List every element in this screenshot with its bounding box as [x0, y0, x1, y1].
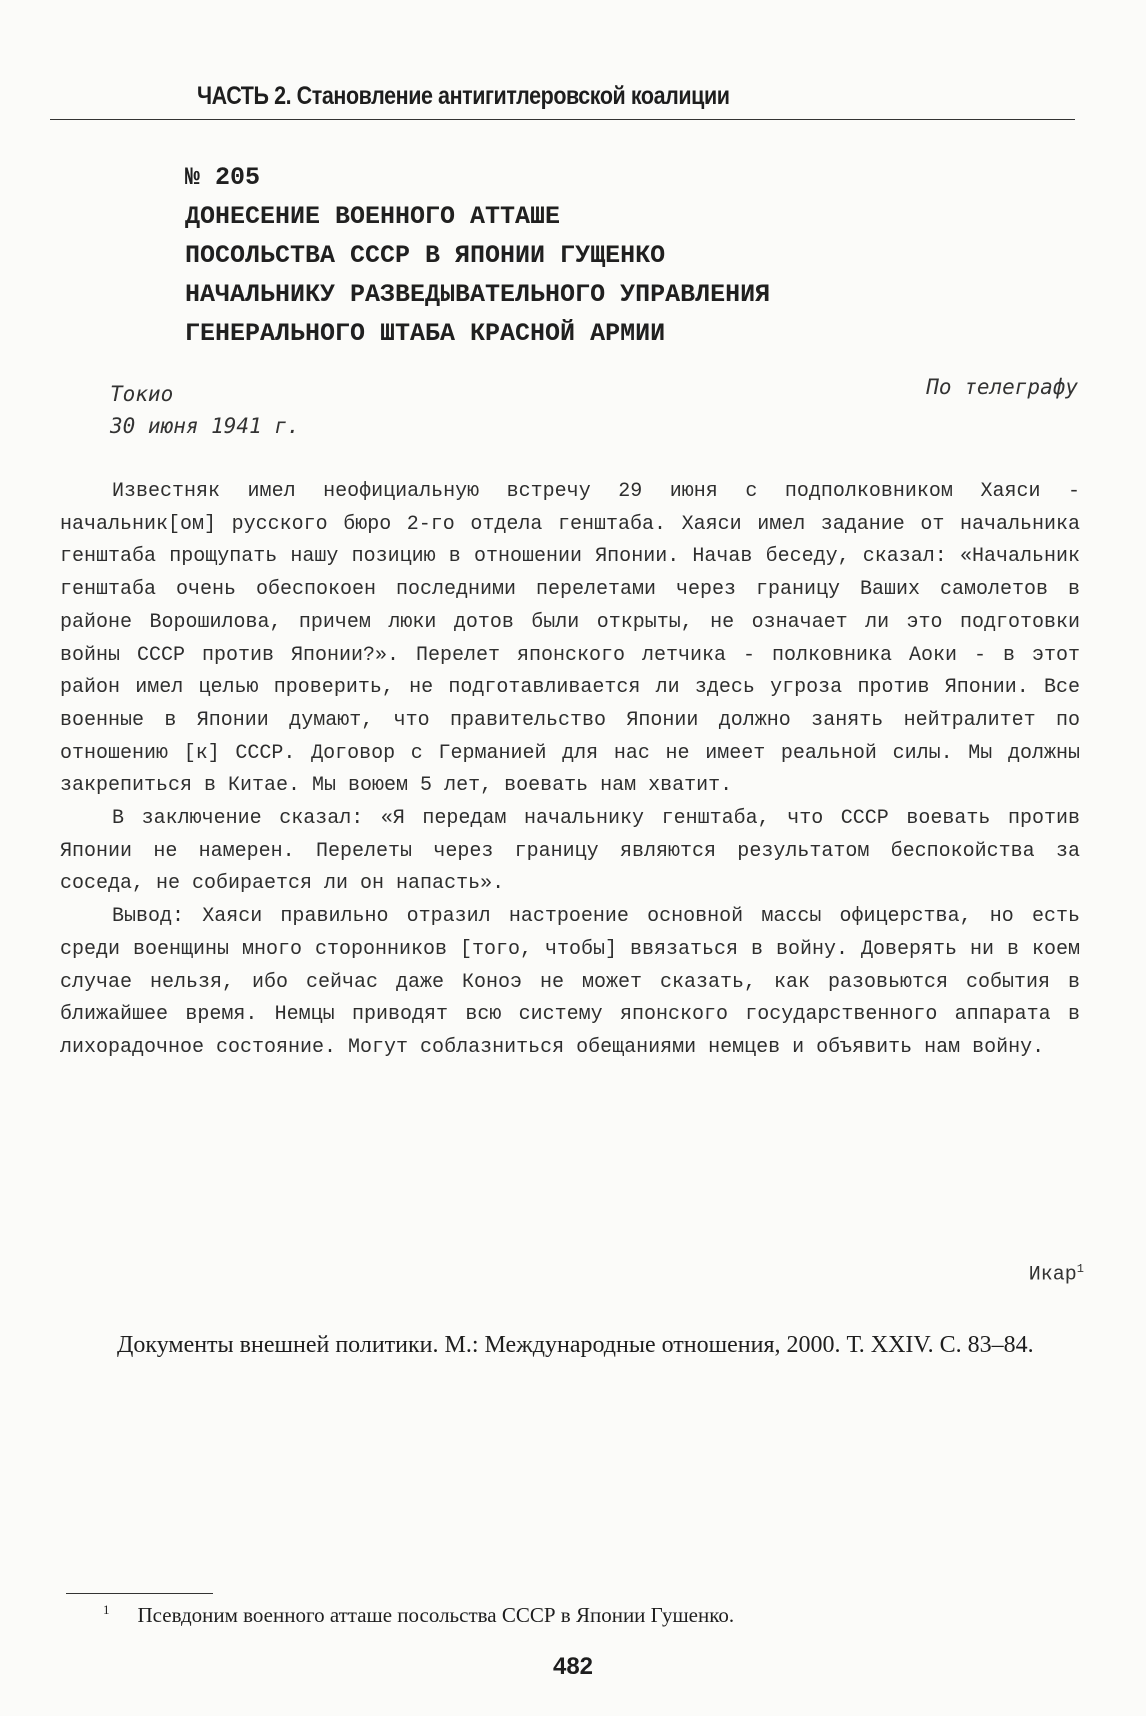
document-heading	[185, 158, 1085, 353]
running-head: ЧАСТЬ 2. Становление антигитлеровской коалиции	[197, 82, 730, 110]
footnote-reference[interactable]: 1	[1076, 1262, 1084, 1276]
footnote	[103, 1602, 1077, 1628]
paragraph: Известняк имел неофициальную встречу 29 июня с подполковником Хаяси - начальник[ом] русского бюро 2-го отдела генштаба. Хаяси имел задание от начальника генштаба прощупать нашу позицию в отношении Японии. Начав беседу, сказал: «Начальник генштаба очень обеспокоен последними перелетами через границу Ваших самолетов в районе Ворошилова, причем люки дотов были открыты, не означает ли это подготовки войны СССР против Японии?». Перелет японского летчика - полковника Аоки - в этот район имел целью проверить, не подготавливается ли здесь угроза против Японии. Все военные в Японии думают, что правительство Японии должно занять нейтралитет по отношению [к] СССР. Договор с Германией для нас не имеет реальной силы. Мы должны закрепиться в Китае. Мы воюем 5 лет, воевать нам хватит.	[60, 480, 1080, 798]
signature	[1029, 1262, 1084, 1287]
paragraph: Вывод: Хаяси правильно отразил настроение основной массы офицерства, но есть среди военщины много сторонников [того, чтобы] ввязаться в войну. Доверять ни в коем случае нельзя, ибо сейчас даже Коноэ не может сказать, как разовьются события в ближайшее время. Немцы приводят всю систему японского государственного аппарата в лихорадочное состояние. Могут соблазниться обещаниями немцев и объявить нам войну.	[60, 905, 1080, 1059]
title-line: ДОНЕСЕНИЕ ВОЕННОГО АТТАШЕ	[185, 202, 561, 231]
page-number: 482	[552, 1653, 594, 1680]
title-line: НАЧАЛЬНИКУ РАЗВЕДЫВАТЕЛЬНОГО УПРАВЛЕНИЯ	[185, 280, 771, 309]
transmission-method: По телеграфу	[926, 375, 1078, 399]
place-date	[110, 378, 300, 442]
source-citation: Документы внешней политики. М.: Международные отношения, 2000. Т. XXIV. С. 83–84.	[117, 1332, 1034, 1358]
document-body	[60, 476, 1080, 1065]
footnote-mark: 1	[103, 1602, 110, 1617]
footnote-rule	[66, 1593, 213, 1594]
place: Токио	[110, 382, 174, 406]
paragraph: В заключение сказал: «Я передам начальнику генштаба, что СССР воевать против Японии не намерен. Перелеты через границу являются результатом беспокойства за соседа, не собирается ли он напасть».	[60, 807, 1080, 896]
document-number: № 205	[185, 163, 261, 192]
header-rule	[50, 119, 1075, 120]
title-line: ГЕНЕРАЛЬНОГО ШТАБА КРАСНОЙ АРМИИ	[185, 319, 666, 348]
title-line: ПОСОЛЬСТВА СССР В ЯПОНИИ ГУЩЕНКО	[185, 241, 666, 270]
date: 30 июня 1941 г.	[110, 414, 300, 438]
signature-name: Икар	[1028, 1263, 1077, 1287]
footnote-text: Псевдоним военного атташе посольства СССР в Японии Гушенко.	[137, 1603, 735, 1627]
